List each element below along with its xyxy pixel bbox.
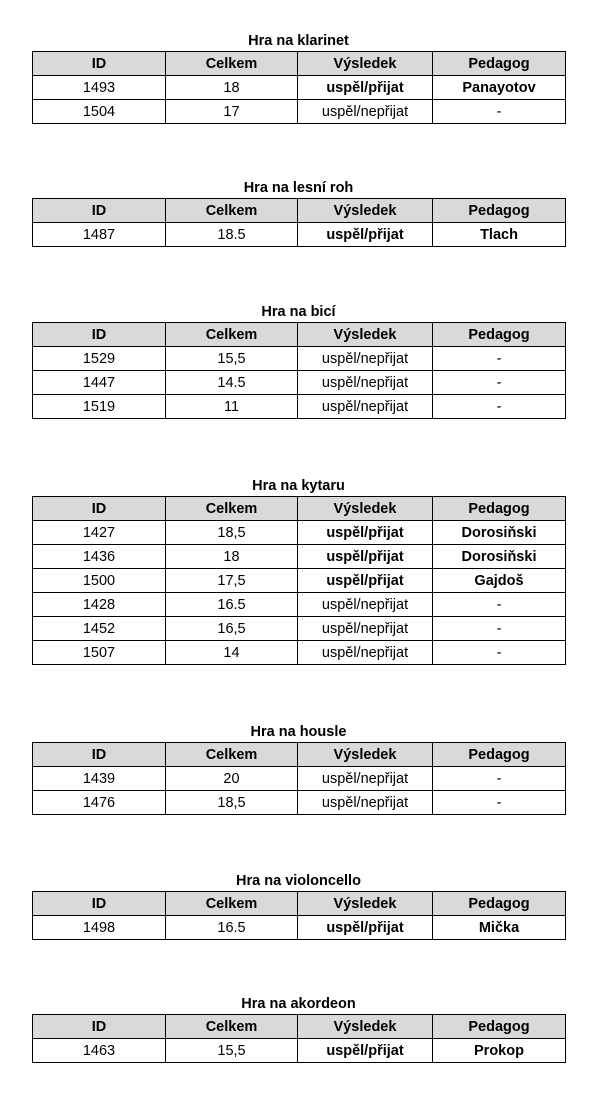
header-id: ID xyxy=(33,892,166,916)
header-row xyxy=(33,199,566,223)
cell-result: uspěl/nepřijat xyxy=(298,347,433,371)
cell-result: uspěl/přijat xyxy=(298,569,433,593)
cell-id: 1500 xyxy=(33,569,166,593)
cell-id: 1529 xyxy=(33,347,166,371)
header-teacher: Pedagog xyxy=(433,1015,566,1039)
cell-total: 18,5 xyxy=(166,791,298,815)
cell-teacher: Mička xyxy=(433,916,566,940)
cell-total: 20 xyxy=(166,767,298,791)
cell-total: 16.5 xyxy=(166,916,298,940)
header-total: Celkem xyxy=(166,743,298,767)
section-title: Hra na kytaru xyxy=(252,478,345,494)
cell-teacher: - xyxy=(433,641,566,665)
cell-total: 11 xyxy=(166,395,298,419)
cell-id: 1428 xyxy=(33,593,166,617)
table-row xyxy=(33,100,566,124)
header-row xyxy=(33,743,566,767)
header-row xyxy=(33,52,566,76)
section-akordeon xyxy=(32,994,565,1063)
cell-teacher: - xyxy=(433,593,566,617)
section-title: Hra na akordeon xyxy=(241,996,356,1012)
header-total: Celkem xyxy=(166,1015,298,1039)
cell-teacher: - xyxy=(433,617,566,641)
cell-total: 17 xyxy=(166,100,298,124)
table-row xyxy=(33,395,566,419)
cell-teacher: - xyxy=(433,347,566,371)
cell-teacher: Gajdoš xyxy=(433,569,566,593)
cell-result: uspěl/přijat xyxy=(298,521,433,545)
header-result: Výsledek xyxy=(298,743,433,767)
section-title: Hra na violoncello xyxy=(236,873,361,889)
cell-id: 1439 xyxy=(33,767,166,791)
cell-total: 16.5 xyxy=(166,593,298,617)
cell-id: 1487 xyxy=(33,223,166,247)
cell-result: uspěl/nepřijat xyxy=(298,617,433,641)
cell-teacher: Tlach xyxy=(433,223,566,247)
table-row xyxy=(33,617,566,641)
cell-total: 18,5 xyxy=(166,521,298,545)
header-total: Celkem xyxy=(166,892,298,916)
header-teacher: Pedagog xyxy=(433,52,566,76)
cell-result: uspěl/přijat xyxy=(298,1039,433,1063)
header-total: Celkem xyxy=(166,199,298,223)
results-table xyxy=(32,742,566,815)
cell-result: uspěl/nepřijat xyxy=(298,593,433,617)
cell-teacher: Prokop xyxy=(433,1039,566,1063)
results-table xyxy=(32,891,566,940)
cell-id: 1498 xyxy=(33,916,166,940)
section-lesni-roh xyxy=(32,178,565,247)
header-result: Výsledek xyxy=(298,497,433,521)
cell-teacher: - xyxy=(433,100,566,124)
cell-teacher: Panayotov xyxy=(433,76,566,100)
header-result: Výsledek xyxy=(298,323,433,347)
cell-id: 1504 xyxy=(33,100,166,124)
cell-teacher: - xyxy=(433,791,566,815)
section-housle xyxy=(32,722,565,815)
cell-teacher: - xyxy=(433,371,566,395)
cell-result: uspěl/nepřijat xyxy=(298,100,433,124)
cell-teacher: - xyxy=(433,767,566,791)
cell-result: uspěl/přijat xyxy=(298,223,433,247)
table-row xyxy=(33,223,566,247)
header-id: ID xyxy=(33,323,166,347)
cell-result: uspěl/nepřijat xyxy=(298,371,433,395)
cell-result: uspěl/přijat xyxy=(298,545,433,569)
cell-result: uspěl/nepřijat xyxy=(298,791,433,815)
section-title: Hra na klarinet xyxy=(248,33,349,49)
header-total: Celkem xyxy=(166,52,298,76)
cell-total: 14 xyxy=(166,641,298,665)
table-row xyxy=(33,641,566,665)
cell-teacher: Dorosiňski xyxy=(433,521,566,545)
cell-result: uspěl/přijat xyxy=(298,76,433,100)
results-table xyxy=(32,1014,566,1063)
results-table xyxy=(32,51,566,124)
header-id: ID xyxy=(33,199,166,223)
cell-total: 16,5 xyxy=(166,617,298,641)
cell-teacher: Dorosiňski xyxy=(433,545,566,569)
header-teacher: Pedagog xyxy=(433,497,566,521)
header-id: ID xyxy=(33,497,166,521)
table-row xyxy=(33,371,566,395)
table-row xyxy=(33,593,566,617)
cell-teacher: - xyxy=(433,395,566,419)
header-row xyxy=(33,497,566,521)
table-row xyxy=(33,1039,566,1063)
cell-total: 18 xyxy=(166,76,298,100)
header-teacher: Pedagog xyxy=(433,323,566,347)
header-result: Výsledek xyxy=(298,892,433,916)
table-row xyxy=(33,347,566,371)
header-teacher: Pedagog xyxy=(433,892,566,916)
header-result: Výsledek xyxy=(298,52,433,76)
cell-total: 18.5 xyxy=(166,223,298,247)
header-total: Celkem xyxy=(166,323,298,347)
section-klarinet xyxy=(32,31,565,124)
table-row xyxy=(33,767,566,791)
header-id: ID xyxy=(33,52,166,76)
cell-total: 17,5 xyxy=(166,569,298,593)
header-row xyxy=(33,1015,566,1039)
header-row xyxy=(33,892,566,916)
section-title: Hra na housle xyxy=(250,724,347,740)
section-title: Hra na bicí xyxy=(261,304,336,320)
header-id: ID xyxy=(33,1015,166,1039)
cell-id: 1519 xyxy=(33,395,166,419)
header-result: Výsledek xyxy=(298,1015,433,1039)
cell-id: 1476 xyxy=(33,791,166,815)
cell-id: 1507 xyxy=(33,641,166,665)
header-teacher: Pedagog xyxy=(433,199,566,223)
cell-result: uspěl/nepřijat xyxy=(298,395,433,419)
cell-result: uspěl/nepřijat xyxy=(298,641,433,665)
cell-id: 1436 xyxy=(33,545,166,569)
header-result: Výsledek xyxy=(298,199,433,223)
section-kytara xyxy=(32,476,565,665)
header-teacher: Pedagog xyxy=(433,743,566,767)
section-title: Hra na lesní roh xyxy=(243,180,354,196)
results-table xyxy=(32,198,566,247)
section-violoncello xyxy=(32,871,565,940)
section-bici xyxy=(32,302,565,419)
cell-total: 14.5 xyxy=(166,371,298,395)
header-id: ID xyxy=(33,743,166,767)
header-total: Celkem xyxy=(166,497,298,521)
table-row xyxy=(33,76,566,100)
results-table xyxy=(32,322,566,419)
cell-result: uspěl/nepřijat xyxy=(298,767,433,791)
cell-id: 1452 xyxy=(33,617,166,641)
cell-result: uspěl/přijat xyxy=(298,916,433,940)
cell-id: 1447 xyxy=(33,371,166,395)
header-row xyxy=(33,323,566,347)
cell-id: 1493 xyxy=(33,76,166,100)
cell-total: 18 xyxy=(166,545,298,569)
table-row xyxy=(33,521,566,545)
table-row xyxy=(33,569,566,593)
table-row xyxy=(33,545,566,569)
results-table xyxy=(32,496,566,665)
cell-total: 15,5 xyxy=(166,1039,298,1063)
table-row xyxy=(33,916,566,940)
cell-id: 1427 xyxy=(33,521,166,545)
table-row xyxy=(33,791,566,815)
cell-id: 1463 xyxy=(33,1039,166,1063)
cell-total: 15,5 xyxy=(166,347,298,371)
